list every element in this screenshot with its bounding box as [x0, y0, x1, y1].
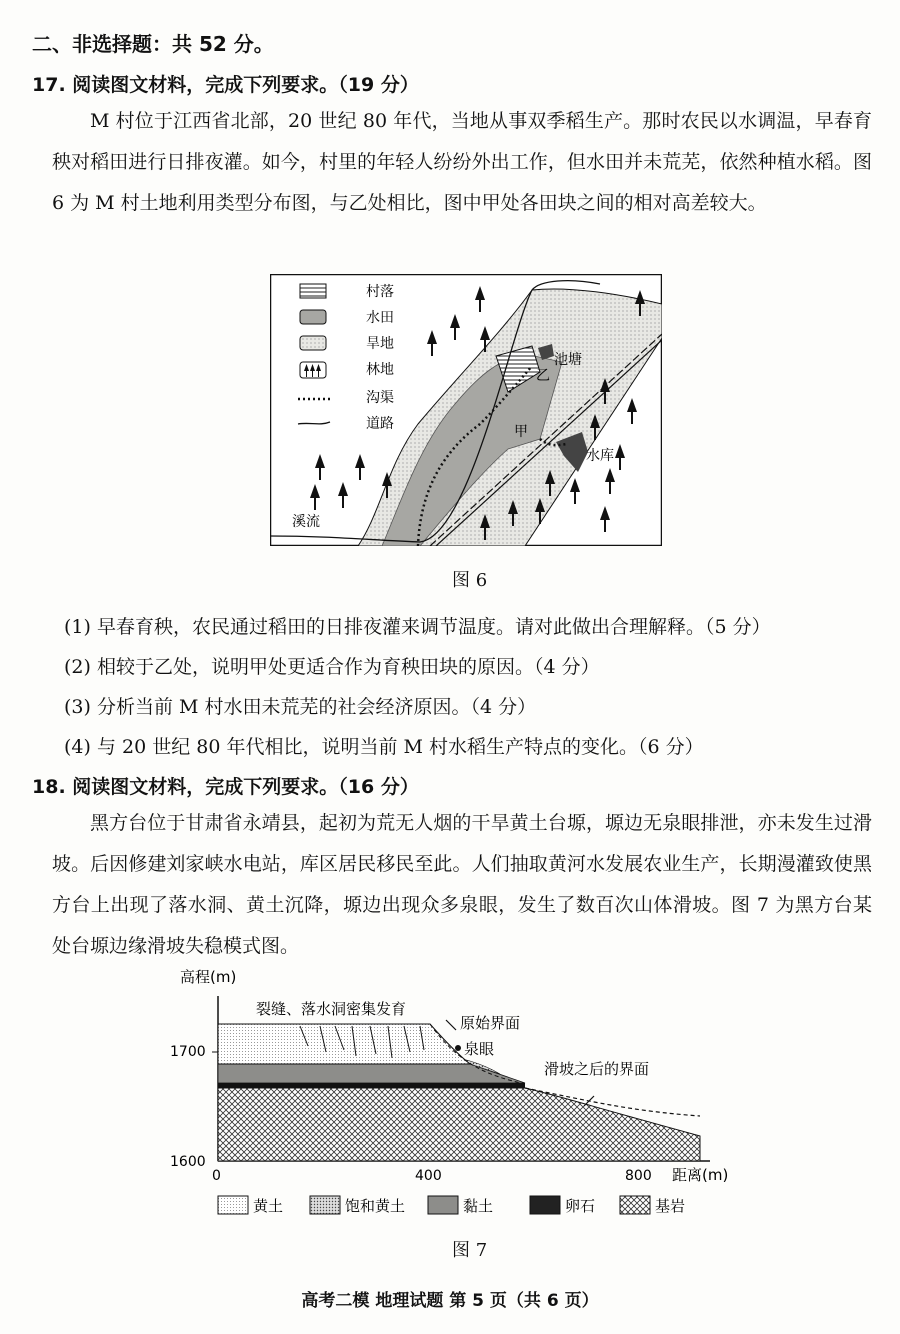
annotation-spring: 泉眼: [464, 1040, 495, 1058]
legend-forest: 林地: [366, 362, 394, 378]
y-axis-label: 高程(m): [180, 968, 237, 986]
legend-paddy: 水田: [366, 310, 394, 326]
section-title: 二、非选择题：共 52 分。: [32, 32, 274, 56]
figure-7-cross-section: [160, 966, 760, 1228]
q17-sub-4: (4) 与 20 世纪 80 年代相比，说明当前 M 村水稻生产特点的变化。（6 分）: [64, 736, 704, 758]
label-jia: 甲: [514, 424, 528, 440]
figure-6-caption: 图 6: [452, 570, 488, 591]
label-yi: 乙: [536, 368, 550, 384]
q17-paragraph: M 村位于江西省北部，20 世纪 80 年代，当地从事双季稻生产。那时农民以水调温，早春育秧对稻田进行日排夜灌。如今，村里的年轻人纷纷外出工作，但水田并未荒芜，依然种植水稻。图 6 为 M 村土地利用类型分布图，与乙处相比，图中甲处各田块之间的相对高差较大。: [52, 110, 872, 214]
q17-header: 17. 阅读图文材料，完成下列要求。（19 分）: [32, 74, 419, 96]
y-tick-1600: 1600: [170, 1154, 206, 1170]
annotation-after: 滑坡之后的界面: [544, 1060, 650, 1078]
q17-sub-3: (3) 分析当前 M 村水田未荒芜的社会经济原因。（4 分）: [64, 696, 537, 718]
q17-sub-1: (1) 早春育秧，农民通过稻田的日排夜灌来调节温度。请对此做出合理解释。（5 分）: [64, 616, 771, 638]
annotation-cracks: 裂缝、落水洞密集发育: [256, 1000, 407, 1018]
legend-canal: 沟渠: [366, 390, 394, 406]
label-pond: 池塘: [554, 352, 582, 368]
label-stream: 溪流: [292, 514, 320, 530]
q18-header: 18. 阅读图文材料，完成下列要求。（16 分）: [32, 776, 419, 798]
legend-saturated-loess: 饱和黄土: [345, 1197, 406, 1215]
q18-paragraph: 黑方台位于甘肃省永靖县，起初为荒无人烟的干旱黄土台塬，塬边无泉眼排泄，亦未发生过滑坡。后因修建刘家峡水电站，库区居民移民至此。人们抽取黄河水发展农业生产，长期漫灌致使黑方台上出现了落水洞、黄土沉降，塬边出现众多泉眼，发生了数百次山体滑坡。图 7 为黑方台某处台塬边缘滑坡失稳模式图。: [52, 812, 872, 957]
page-footer: 高考二模 地理试题 第 5 页（共 6 页）: [301, 1291, 599, 1311]
q17-sub-2: (2) 相较于乙处，说明甲处更适合作为育秧田块的原因。（4 分）: [64, 656, 600, 678]
legend-clay: 黏土: [463, 1197, 494, 1215]
y-tick-1700: 1700: [170, 1044, 206, 1060]
legend-village: 村落: [366, 284, 394, 300]
figure-6-map: [270, 274, 662, 546]
x-tick-400: 400: [415, 1168, 442, 1184]
legend-road: 道路: [366, 416, 394, 432]
annotation-original: 原始界面: [460, 1014, 521, 1032]
x-tick-800: 800: [625, 1168, 652, 1184]
legend-pebble: 卵石: [565, 1197, 596, 1215]
x-tick-0: 0: [212, 1168, 221, 1184]
x-axis-label: 距离(m): [672, 1166, 729, 1184]
figure-7-caption: 图 7: [452, 1240, 488, 1261]
label-reservoir: 水库: [586, 448, 614, 464]
legend-bedrock: 基岩: [655, 1197, 686, 1215]
legend-loess: 黄土: [253, 1197, 284, 1215]
legend-dryland: 旱地: [366, 336, 394, 352]
